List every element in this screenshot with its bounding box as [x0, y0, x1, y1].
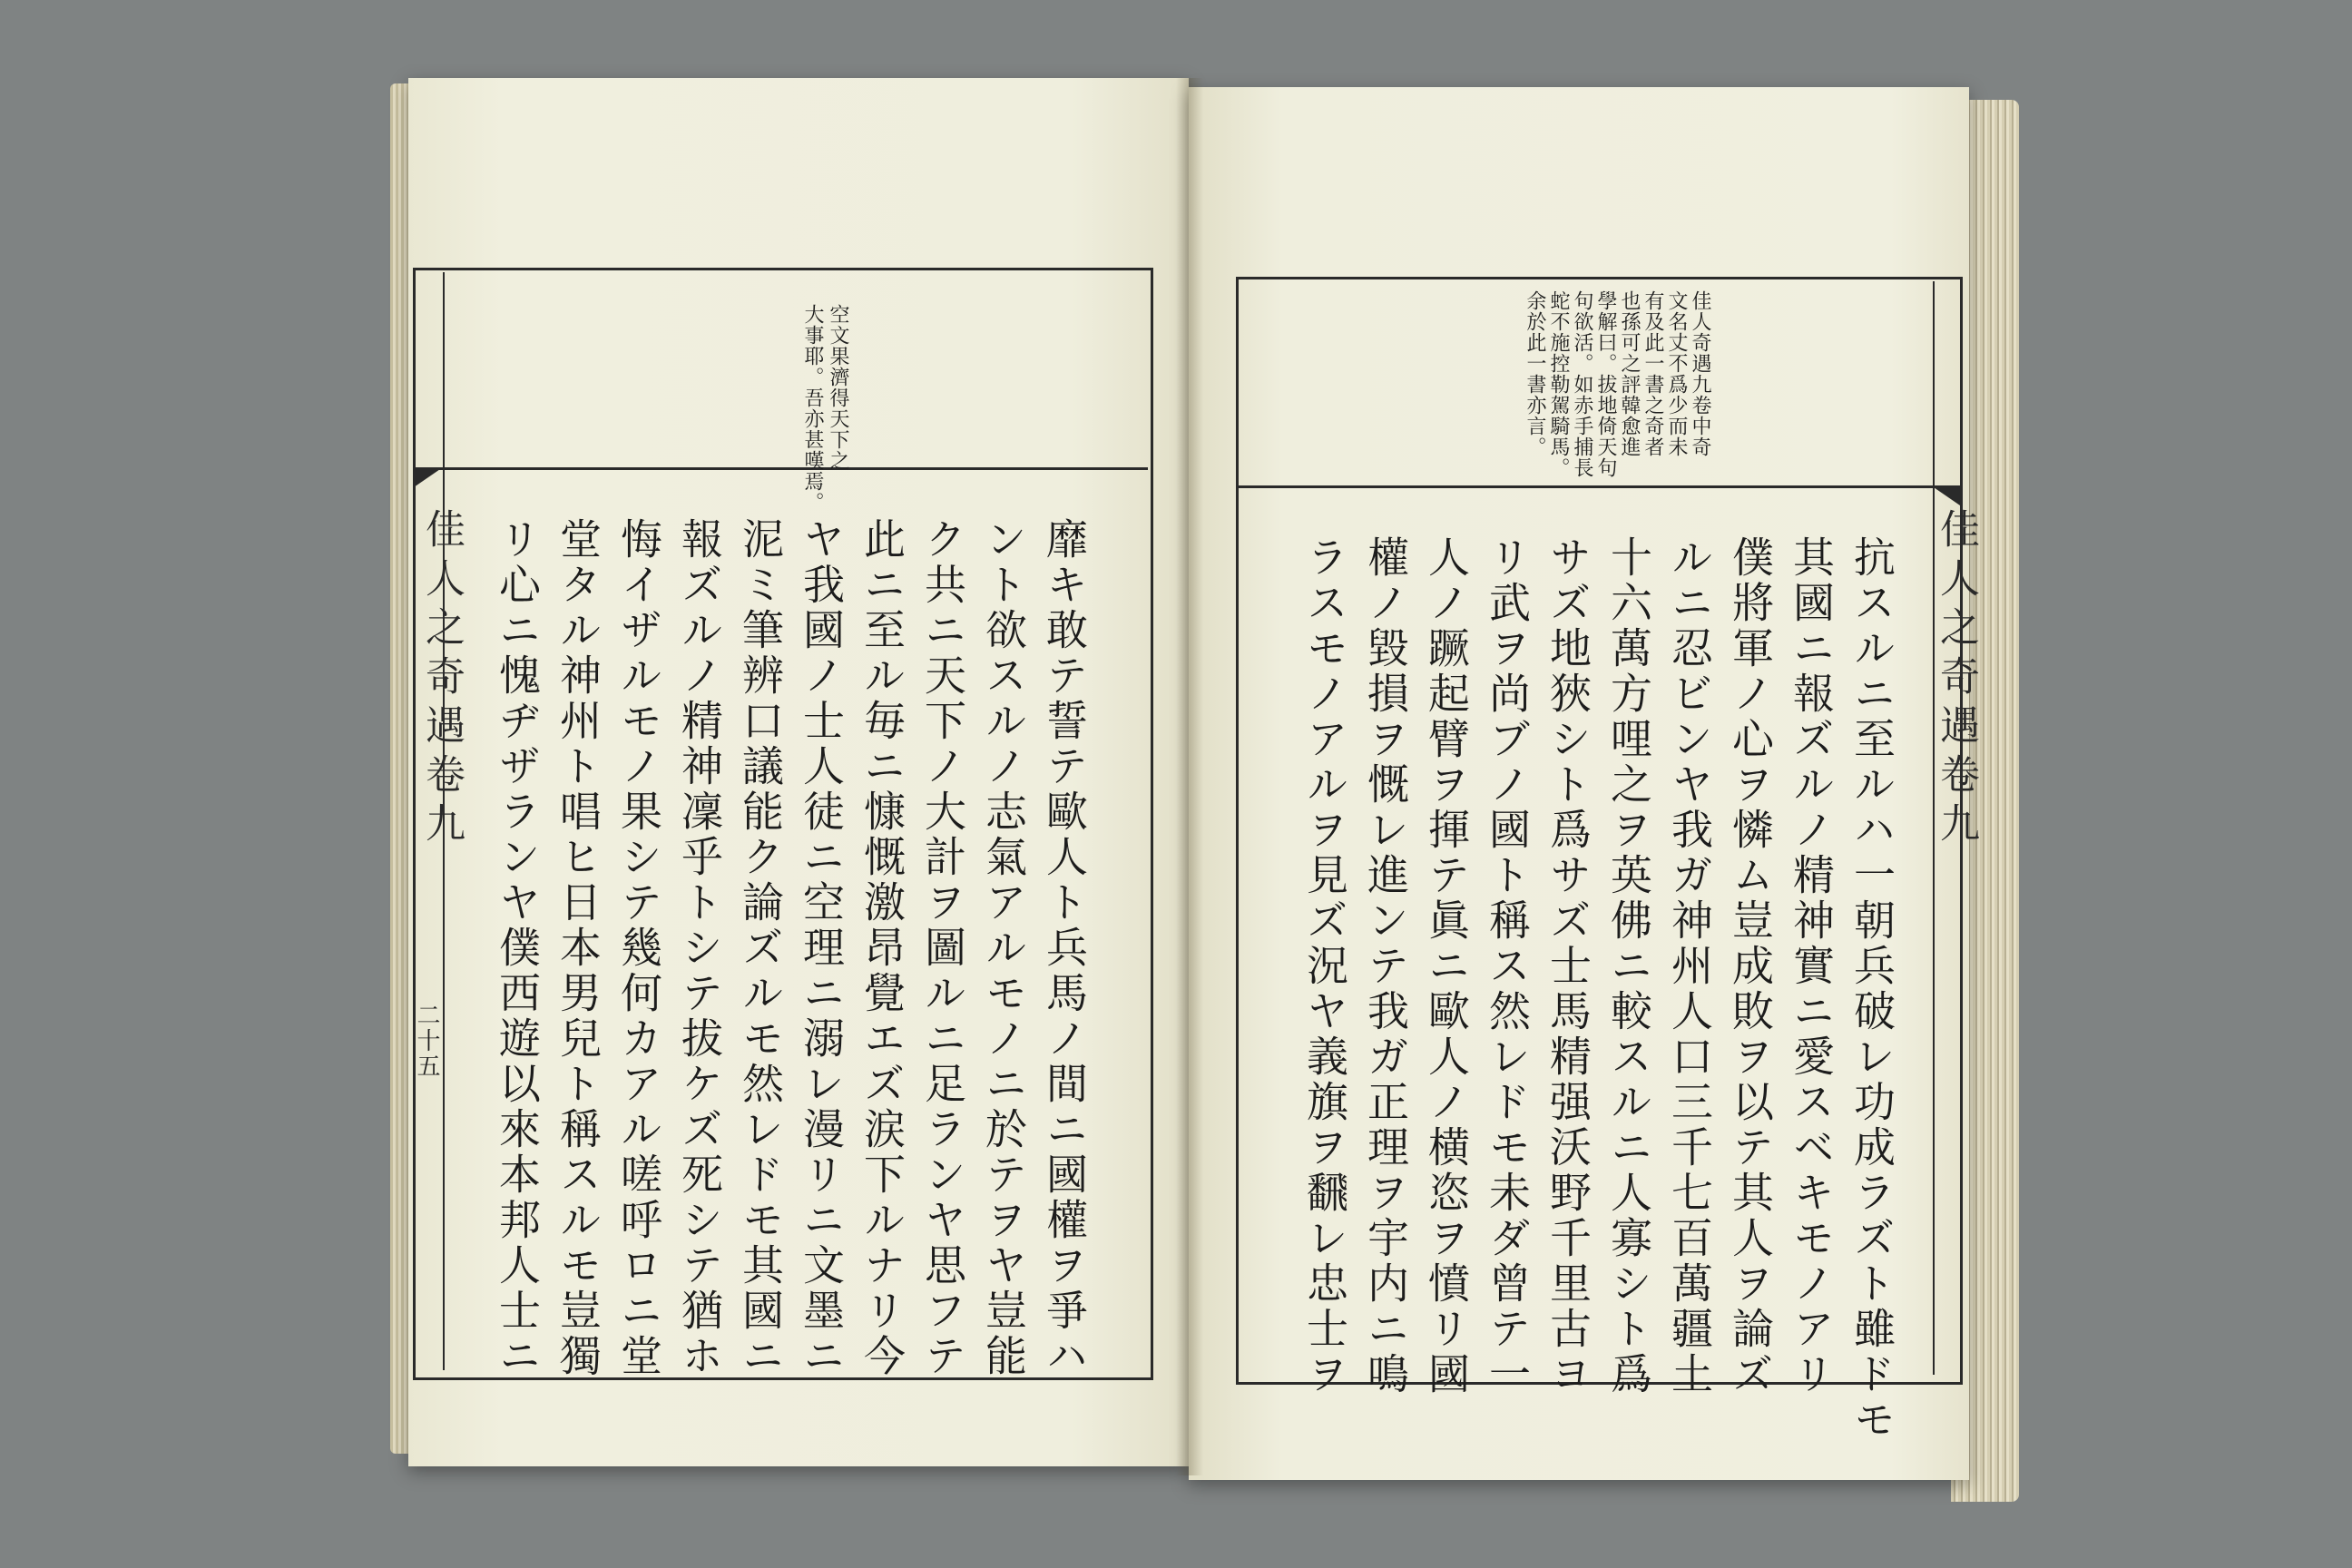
left-text-column: 報ズルノ精神凜乎トシテ拔ケズ死シテ猶ホ	[675, 517, 724, 1379]
left-text-column: 泥ミ筆辨口議能ク論ズルモ然レドモ其國ニ	[736, 517, 785, 1379]
right-text-column: 其國ニ報ズルノ精神實ニ愛スベキモノアリ	[1787, 535, 1836, 1397]
left-header-note-line: 大事耶。吾亦甚嘆焉。	[801, 304, 824, 513]
left-text-column: ヤ我國ノ士人徒ニ空理ニ溺レ漫リニ文墨ニ	[797, 517, 846, 1379]
right-header-note-line: 文名丈不爲少而未	[1665, 290, 1688, 457]
left-text-column: リ心ニ愧ヂザランヤ僕西遊以來本邦人士ニ	[493, 517, 542, 1379]
right-text-column: リ武ヲ尚ブノ國ト稱ス然レドモ未ダ曾テ一	[1483, 535, 1532, 1397]
left-text-column: 靡キ敢テ誓テ歐人ト兵馬ノ間ニ國權ヲ爭ハ	[1040, 517, 1089, 1379]
right-text-column: 僕將軍ノ心ヲ憐ム豈成敗ヲ以テ其人ヲ論ズ	[1726, 535, 1775, 1397]
left-text-column: 堂タル神州ト唱ヒ日本男兒ト稱スルモ豈獨	[554, 517, 603, 1379]
left-folio-number: 二十五	[413, 1003, 440, 1079]
right-header-note-line: 學解曰。拔地倚天句	[1594, 290, 1617, 478]
left-header-divider	[413, 467, 1148, 470]
right-header-note-line: 也孫可之評韓愈進	[1618, 290, 1641, 457]
right-header-note-line: 佳人奇遇九卷中奇	[1689, 290, 1711, 457]
right-text-column: サズ地狹シト爲サズ士馬精强沃野千里古ヨ	[1544, 535, 1592, 1397]
right-header-note-line: 有及此一書之奇者	[1642, 290, 1664, 457]
right-header-note-line: 余於此一書亦言。	[1524, 290, 1546, 457]
left-text-column: ク共ニ天下ノ大計ヲ圖ルニ足ランヤ思フテ	[918, 517, 967, 1379]
right-header-note-line: 蛇不施控勒駕騎馬。	[1547, 290, 1570, 478]
left-fishtail-mark	[414, 467, 443, 487]
right-text-column: 抗スルニ至ルハ一朝兵破レ功成ラズト雖ドモ	[1847, 535, 1896, 1443]
right-header-divider	[1236, 485, 1957, 488]
book-gutter	[1176, 78, 1203, 1475]
right-text-column: 權ノ毀損ヲ慨レ進ンテ我ガ正理ヲ宇内ニ鳴	[1361, 535, 1410, 1397]
right-margin-title: 佳人之奇遇卷九	[1933, 508, 1979, 851]
right-text-column: ルニ忍ビンヤ我ガ神州人口三千七百萬疆土	[1665, 535, 1714, 1397]
right-header-note-line: 句欲活。如赤手捕長	[1571, 290, 1593, 478]
left-text-column: 此ニ至ル毎ニ慷慨激昂覺エズ涙下ルナリ今	[858, 517, 906, 1379]
right-fishtail-mark	[1931, 485, 1960, 505]
left-text-column: 悔イザルモノ果シテ幾何カアル嗟呼ロニ堂	[614, 517, 663, 1379]
right-text-column: ラスモノアルヲ見ズ況ヤ義旗ヲ飜レ忠士ヲ	[1300, 535, 1349, 1397]
left-margin-title: 佳人之奇遇卷九	[418, 508, 465, 851]
right-text-column: 人ノ蹶起臂ヲ揮テ眞ニ歐人ノ横恣ヲ憤リ國	[1422, 535, 1471, 1397]
left-text-column: ント欲スルノ志氣アルモノニ於テヲヤ豈能	[979, 517, 1028, 1379]
left-header-note-line: 空文果濟得天下之	[827, 304, 849, 471]
right-text-column: 十六萬方哩之ヲ英佛ニ較スルニ人寡シト爲	[1604, 535, 1653, 1397]
